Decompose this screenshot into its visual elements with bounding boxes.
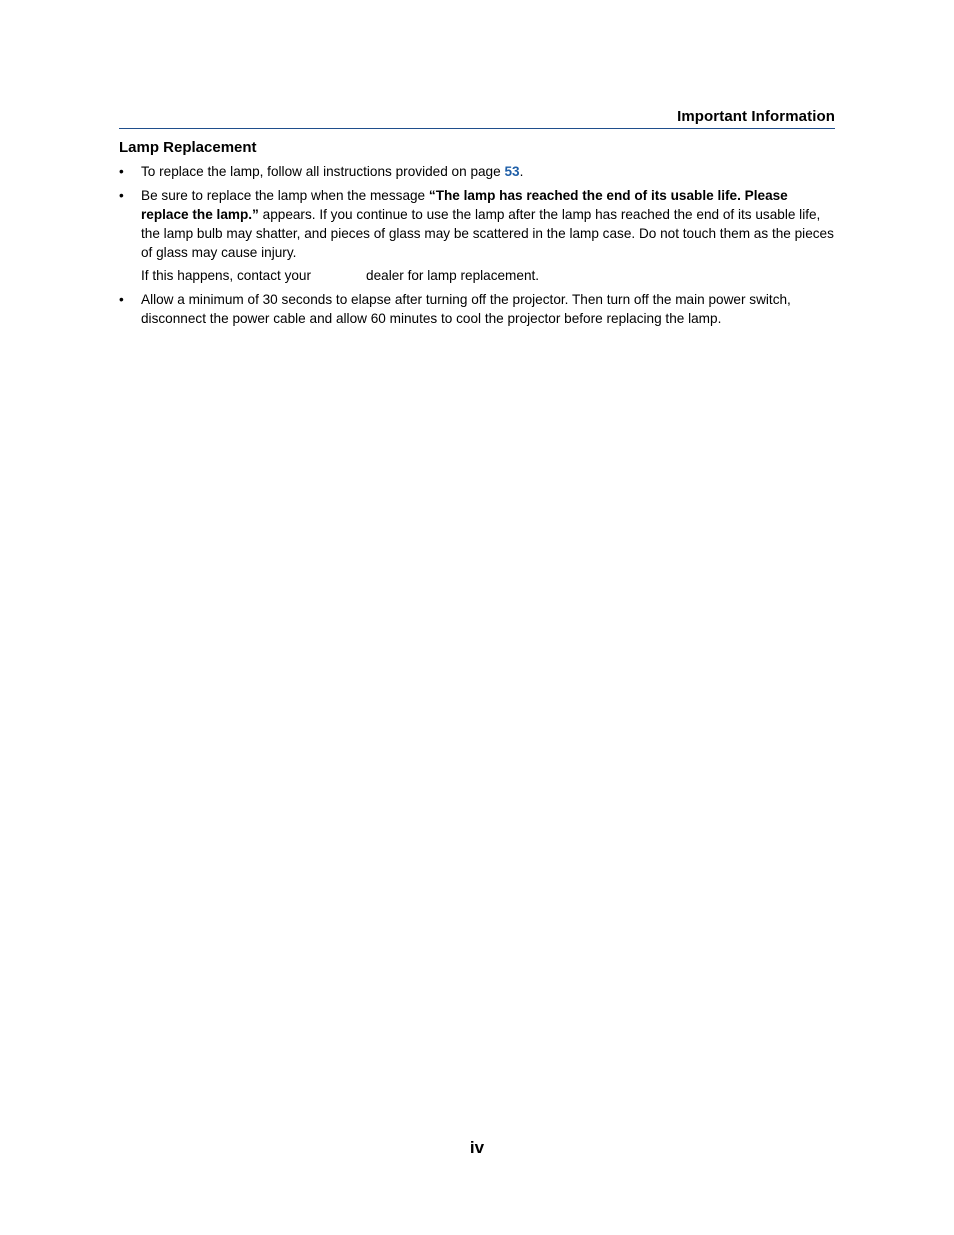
text-segment: If this happens, contact your (141, 268, 312, 283)
text-segment: appears. If you continue to use the lamp after the lamp has reached the end of its usable life, the lamp bulb may shatter, and pieces of glass may be scattered in the lamp case. Do not touch them as the pieces of glass may cause injury. (141, 207, 834, 260)
text-segment: To replace the lamp, follow all instructions provided on page (141, 164, 505, 179)
bullet-marker: • (119, 188, 124, 203)
bullet-marker: • (119, 292, 124, 307)
section-title: Lamp Replacement (119, 139, 257, 156)
page-number: iv (469, 1138, 485, 1157)
bullet-text: Allow a minimum of 30 seconds to elapse after turning off the projector. Then turn off the main power switch, disconnect the power cable and allow 60 minutes to cool the projector before replacing the lamp. (141, 292, 791, 326)
bullet-text (141, 162, 839, 181)
text-segment: . (519, 164, 524, 179)
list-item (119, 162, 839, 181)
bullet-marker: • (119, 164, 124, 179)
list-item (119, 290, 839, 328)
warning-message: “The lamp has reached the end of its usable life. Please replace the lamp.” (141, 188, 788, 222)
page-header (119, 107, 835, 129)
header-title: Important Information (677, 108, 835, 125)
bullet-text (141, 186, 839, 262)
text-segment: dealer for lamp replacement. (366, 268, 540, 283)
page-link[interactable]: 53 (504, 164, 520, 179)
bullet-subtext (141, 266, 839, 285)
text-segment: Be sure to replace the lamp when the message (141, 188, 429, 203)
bullet-list (119, 162, 839, 333)
list-item (119, 186, 839, 285)
